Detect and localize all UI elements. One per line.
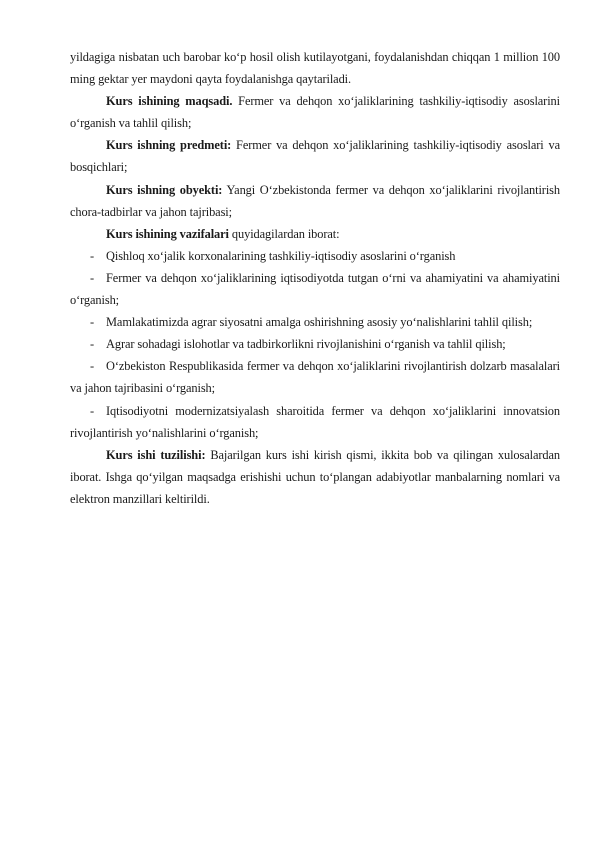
list-dash: - <box>90 403 95 418</box>
list-item <box>70 333 560 355</box>
tasks-label: Kurs ishining vazifalari <box>106 226 229 241</box>
list-item-text: Mamlakatimizda agrar siyosatni amalga oshirishning asosiy yo‘nalishlarini tahlil qilish; <box>106 315 533 330</box>
list-item <box>70 355 560 399</box>
subject-paragraph <box>70 134 560 178</box>
tasks-list <box>70 245 560 444</box>
structure-text: Bajarilgan kurs ishi kirish qismi, ikkita bob va qilingan xulosalardan iborat. Ishga qo‘yilgan maqsadga erishishi uchun to‘plangan adabiyotlar manbalarning nomlari va elektron manzillari keltirildi. <box>70 447 560 506</box>
object-paragraph <box>70 179 560 223</box>
intro-paragraph <box>70 46 560 90</box>
purpose-paragraph <box>70 90 560 134</box>
tasks-paragraph <box>70 223 560 245</box>
list-dash: - <box>90 315 95 330</box>
list-item-text: O‘zbekiston Respublikasida fermer va dehqon xo‘jaliklarini rivojlantirish dolzarb masalalari va jahon tajribasini o‘rganish; <box>70 359 560 396</box>
document-page <box>70 46 560 510</box>
list-dash: - <box>90 248 95 263</box>
subject-text: Fermer va dehqon xo‘jaliklarining tashkiliy-iqtisodiy asoslari va bosqichlari; <box>70 138 560 175</box>
list-dash: - <box>90 270 95 285</box>
object-label: Kurs ishning obyekti: <box>106 182 223 197</box>
list-item <box>70 311 560 333</box>
intro-text: yildagiga nisbatan uch barobar ko‘p hosil olish kutilayotgani, foydalanishdan chiqqan 1 million 100 ming gektar yer maydoni qayta foydalanishga qaytariladi. <box>70 50 560 87</box>
list-item-text: Iqtisodiyotni modernizatsiyalash sharoitida fermer va dehqon xo‘jaliklarini innovatsion rivojlantirish yo‘nalishlarini o‘rganish; <box>70 403 560 440</box>
subject-label: Kurs ishning predmeti: <box>106 138 232 153</box>
list-item <box>70 245 560 267</box>
list-item-text: Fermer va dehqon xo‘jaliklarining iqtisodiyotda tutgan o‘rni va ahamiyatini va ahamiyatini o‘rganish; <box>70 270 560 308</box>
tasks-text: quyidagilardan iborat: <box>228 226 340 241</box>
purpose-text: Fermer va dehqon xo‘jaliklarining tashkiliy-iqtisodiy asoslarini o‘rganish va tahlil qilish; <box>70 94 560 131</box>
list-item-text: Qishloq xo‘jalik korxonalarining tashkiliy-iqtisodiy asoslarini o‘rganish <box>106 248 456 263</box>
structure-label: Kurs ishi tuzilishi: <box>106 447 206 462</box>
purpose-label: Kurs ishining maqsadi. <box>106 94 233 109</box>
list-item <box>70 400 560 444</box>
structure-paragraph <box>70 444 560 510</box>
object-text: Yangi O‘zbekistonda fermer va dehqon xo‘jaliklarini rivojlantirish chora-tadbirlar va jahon tajribasi; <box>70 182 560 219</box>
list-dash: - <box>90 359 95 374</box>
list-dash: - <box>90 337 95 352</box>
list-item-text: Agrar sohadagi islohotlar va tadbirkorlikni rivojlanishini o‘rganish va tahlil qilish; <box>106 337 506 352</box>
list-item <box>70 267 560 311</box>
